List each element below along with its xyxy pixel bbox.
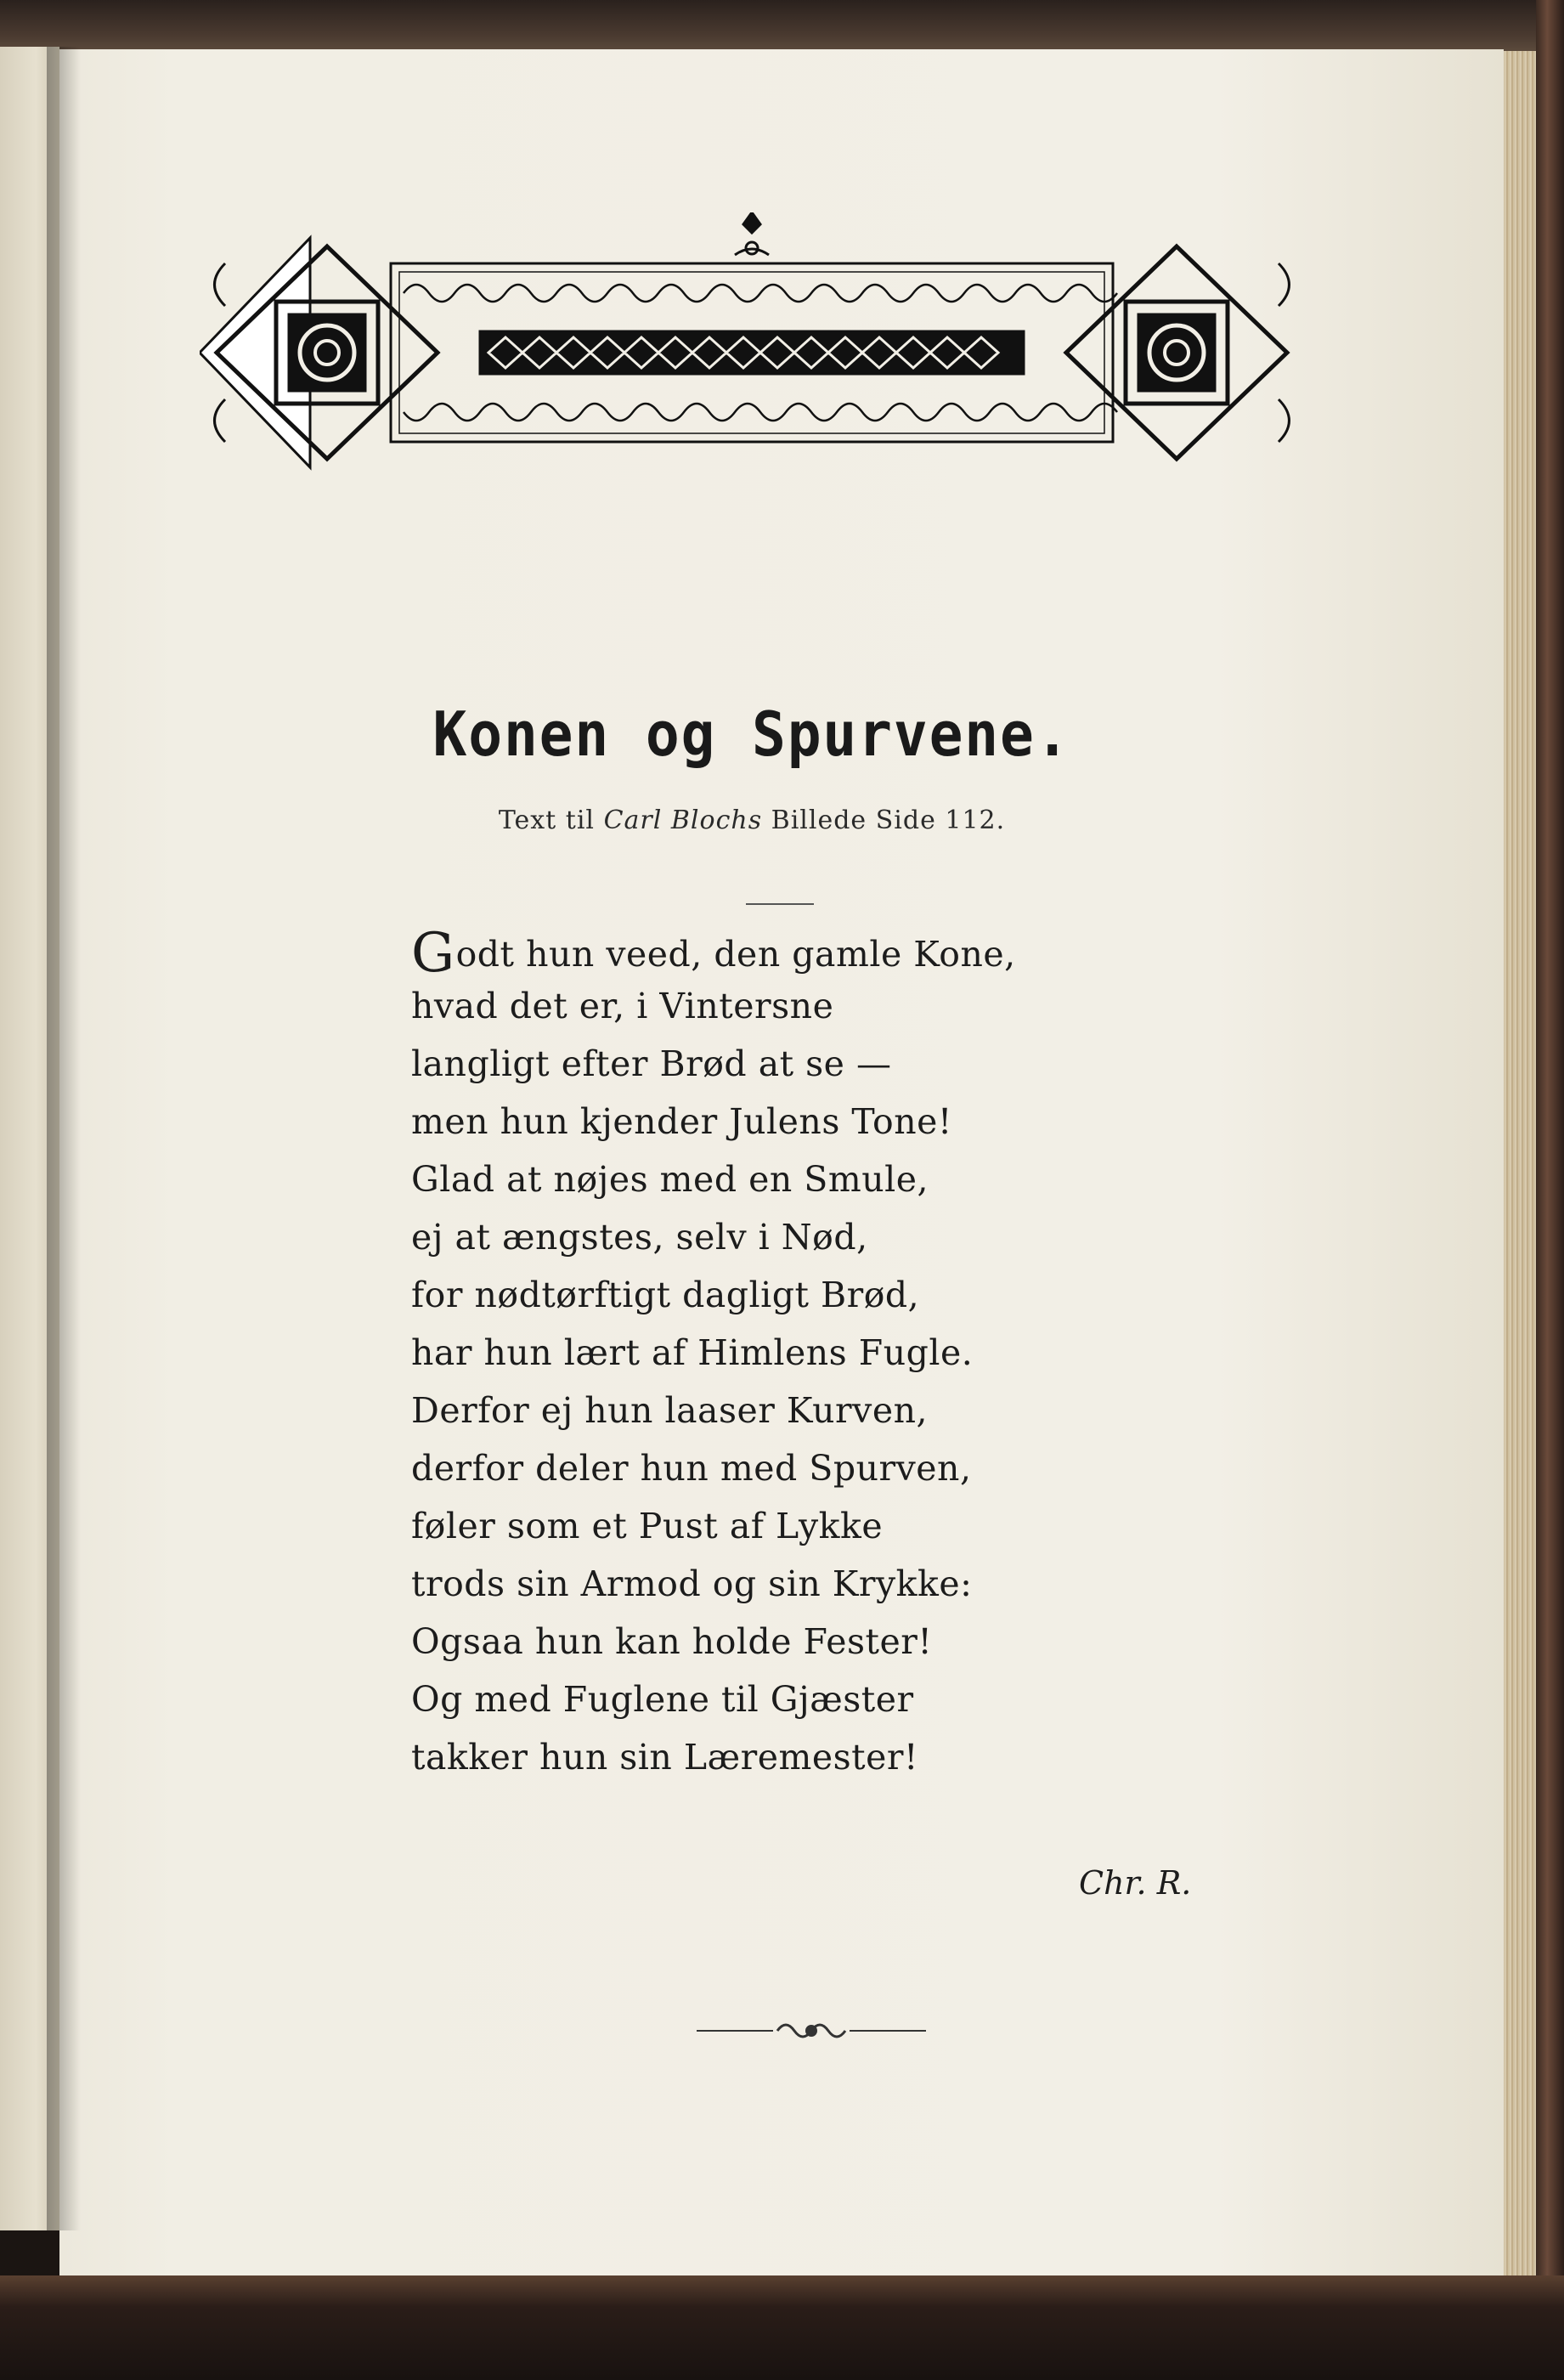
drop-cap: G [411, 922, 455, 985]
bottom-binding [0, 2275, 1564, 2380]
subtitle-prefix: Text til [498, 806, 604, 835]
poem-title: Konen og Spurvene. [432, 698, 1071, 770]
poem-line-14: Og med Fuglene til Gjæster [411, 1679, 914, 1720]
poem-line-5: Glad at nøjes med en Smule, [411, 1159, 929, 1200]
poem-subtitle [0, 806, 1504, 835]
poem-line-text: odt hun veed, den gamle Kone, [455, 934, 1016, 975]
poem-line-15: takker hun sin Læremester! [411, 1737, 918, 1778]
poem-line-10: derfor deler hun med Spurven, [411, 1448, 972, 1489]
poem-line-2: hvad det er, i Vintersne [411, 986, 834, 1026]
poem-line-6: ej at ængstes, selv i Nød, [411, 1217, 868, 1258]
poem-line-8: har hun lært af Himlens Fugle. [411, 1332, 974, 1373]
poem-line-9: Derfor ej hun laaser Kurven, [411, 1390, 929, 1431]
poem-line-11: føler som et Pust af Lykke [411, 1506, 884, 1546]
spine-shadow [47, 47, 81, 2230]
poem-line-13: Ogsaa hun kan holde Fester! [411, 1621, 933, 1662]
poem-line-1 [411, 922, 1016, 985]
top-binding [0, 0, 1564, 51]
poem-line-7: for nødtørftigt dagligt Brød, [411, 1275, 920, 1315]
header-ornament-icon [200, 212, 1304, 493]
subtitle-suffix: Billede Side 112. [762, 806, 1006, 835]
poem-line-3: langligt efter Brød at se — [411, 1043, 892, 1084]
poem-line-12: trods sin Armod og sin Krykke: [411, 1563, 973, 1604]
title-divider [746, 903, 814, 905]
page-stack-edge [1504, 51, 1536, 2277]
cover-right [1536, 0, 1564, 2380]
poem-line-4: men hun kjender Julens Tone! [411, 1101, 952, 1142]
subtitle-artist: Carl Blochs [603, 806, 763, 835]
footer-ornament-icon [697, 2014, 926, 2048]
author-signature: Chr. R. [1079, 1864, 1192, 1902]
